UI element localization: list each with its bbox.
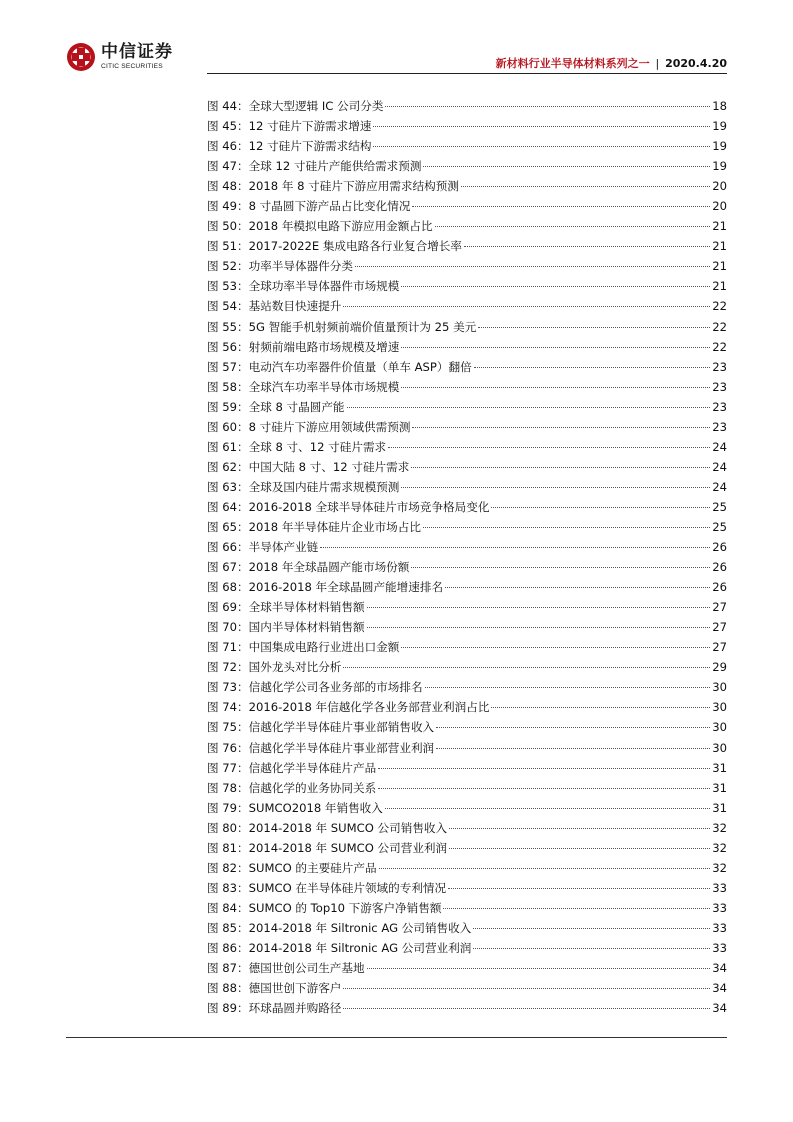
toc-entry-label: 图 53：全球功率半导体器件市场规模 xyxy=(207,279,400,294)
toc-entry-label: 图 57：电动汽车功率器件价值量（单车 ASP）翻倍 xyxy=(207,359,472,374)
toc-entry[interactable] xyxy=(207,337,727,357)
toc-leader-dots xyxy=(378,768,710,769)
toc-leader-dots xyxy=(412,206,710,207)
toc-entry-label: 图 49：8 寸晶圆下游产品占比变化情况 xyxy=(207,199,411,214)
footer-divider xyxy=(66,1037,727,1038)
toc-entry-label: 图 70：国内半导体材料销售额 xyxy=(207,620,365,635)
toc-leader-dots xyxy=(388,447,710,448)
toc-leader-dots xyxy=(367,607,711,608)
toc-entry[interactable] xyxy=(207,577,727,597)
toc-entry-label: 图 55：5G 智能手机射频前端价值量预计为 25 美元 xyxy=(207,319,477,334)
toc-entry-page: 24 xyxy=(712,479,727,494)
header-separator: | xyxy=(655,57,660,70)
toc-entry-label: 图 58：全球汽车功率半导体市场规模 xyxy=(207,379,400,394)
toc-entry-label: 图 56：射频前端电路市场规模及增速 xyxy=(207,339,400,354)
toc-leader-dots xyxy=(449,828,710,829)
toc-entry-page: 23 xyxy=(712,419,727,434)
toc-entry-page: 34 xyxy=(712,981,727,996)
toc-entry-page: 33 xyxy=(712,940,727,955)
toc-leader-dots xyxy=(411,467,710,468)
toc-entry-label: 图 81：2014-2018 年 SUMCO 公司营业利润 xyxy=(207,840,448,855)
toc-leader-dots xyxy=(464,246,710,247)
toc-leader-dots xyxy=(436,748,710,749)
toc-entry-page: 33 xyxy=(712,920,727,935)
toc-entry-label: 图 87：德国世创公司生产基地 xyxy=(207,961,365,976)
toc-entry-page: 34 xyxy=(712,1001,727,1016)
toc-leader-dots xyxy=(355,266,710,267)
toc-entry[interactable] xyxy=(207,517,727,537)
toc-entry[interactable] xyxy=(207,637,727,657)
toc-leader-dots xyxy=(401,347,710,348)
toc-entry-label: 图 82：SUMCO 的主要硅片产品 xyxy=(207,860,377,875)
toc-leader-dots xyxy=(425,687,711,688)
toc-entry-page: 33 xyxy=(712,900,727,915)
toc-leader-dots xyxy=(343,667,710,668)
toc-leader-dots xyxy=(367,968,711,969)
toc-leader-dots xyxy=(474,367,711,368)
toc-entry-label: 图 85：2014-2018 年 Siltronic AG 公司销售收入 xyxy=(207,920,472,935)
toc-entry-label: 图 52：功率半导体器件分类 xyxy=(207,259,353,274)
toc-entry-page: 31 xyxy=(712,760,727,775)
toc-entry[interactable] xyxy=(207,116,727,136)
toc-entry-label: 图 62：中国大陆 8 寸、12 寸硅片需求 xyxy=(207,459,410,474)
toc-entry-page: 33 xyxy=(712,880,727,895)
toc-entry-page: 20 xyxy=(712,199,727,214)
toc-entry-label: 图 66：半导体产业链 xyxy=(207,540,319,555)
toc-leader-dots xyxy=(343,1008,710,1009)
toc-leader-dots xyxy=(401,487,710,488)
toc-entry[interactable] xyxy=(207,96,727,116)
toc-entry[interactable] xyxy=(207,537,727,557)
toc-entry-label: 图 88：德国世创下游客户 xyxy=(207,981,342,996)
toc-leader-dots xyxy=(473,928,710,929)
toc-entry[interactable] xyxy=(207,898,727,918)
toc-leader-dots xyxy=(445,587,710,588)
toc-entry-label: 图 77：信越化学半导体硅片产品 xyxy=(207,760,377,775)
toc-entry[interactable] xyxy=(207,717,727,737)
toc-entry[interactable] xyxy=(207,958,727,978)
toc-entry-page: 22 xyxy=(712,319,727,334)
toc-entry-page: 29 xyxy=(712,660,727,675)
toc-leader-dots xyxy=(443,908,710,909)
toc-leader-dots xyxy=(367,627,711,628)
toc-entry-label: 图 80：2014-2018 年 SUMCO 公司销售收入 xyxy=(207,820,448,835)
toc-entry-page: 31 xyxy=(712,780,727,795)
toc-leader-dots xyxy=(411,567,710,568)
toc-leader-dots xyxy=(379,868,711,869)
toc-leader-dots xyxy=(473,948,710,949)
toc-entry[interactable] xyxy=(207,377,727,397)
toc-entry-label: 图 50：2018 年模拟电路下游应用金额占比 xyxy=(207,219,433,234)
toc-entry-page: 27 xyxy=(712,620,727,635)
toc-entry-page: 22 xyxy=(712,339,727,354)
toc-entry-label: 图 75：信越化学半导体硅片事业部销售收入 xyxy=(207,720,435,735)
toc-entry[interactable] xyxy=(207,738,727,758)
toc-leader-dots xyxy=(491,507,710,508)
toc-entry-page: 32 xyxy=(712,820,727,835)
citic-logo xyxy=(66,40,173,74)
logo-chinese-name: 中信证券 xyxy=(101,41,173,62)
toc-entry[interactable] xyxy=(207,256,727,276)
toc-entry-label: 图 89：环球晶圆并购路径 xyxy=(207,1001,342,1016)
toc-leader-dots xyxy=(373,126,710,127)
toc-entry[interactable] xyxy=(207,918,727,938)
toc-leader-dots xyxy=(378,788,710,789)
toc-entry-page: 23 xyxy=(712,379,727,394)
logo-english-name: CITIC SECURITIES xyxy=(101,62,163,70)
toc-entry[interactable] xyxy=(207,697,727,717)
toc-entry[interactable] xyxy=(207,437,727,457)
toc-entry-label: 图 65：2018 年半导体硅片企业市场占比 xyxy=(207,519,421,534)
toc-entry-label: 图 54：基站数目快速提升 xyxy=(207,299,342,314)
report-header xyxy=(496,55,727,71)
toc-entry[interactable] xyxy=(207,778,727,798)
toc-leader-dots xyxy=(343,306,710,307)
toc-entry-page: 21 xyxy=(712,219,727,234)
toc-entry-page: 21 xyxy=(712,279,727,294)
toc-entry-label: 图 76：信越化学半导体硅片事业部营业利润 xyxy=(207,740,435,755)
toc-leader-dots xyxy=(449,848,710,849)
citic-logo-icon xyxy=(66,42,96,72)
toc-entry-page: 31 xyxy=(712,800,727,815)
toc-entry-label: 图 61：全球 8 寸、12 寸硅片需求 xyxy=(207,439,387,454)
toc-entry-label: 图 44：全球大型逻辑 IC 公司分类 xyxy=(207,99,384,113)
toc-entry-page: 32 xyxy=(712,860,727,875)
toc-entry-label: 图 46：12 寸硅片下游需求结构 xyxy=(207,139,372,154)
toc-entry-page: 20 xyxy=(712,179,727,194)
toc-entry-page: 21 xyxy=(712,259,727,274)
header-divider xyxy=(207,73,727,74)
toc-entry[interactable] xyxy=(207,176,727,196)
toc-entry-page: 30 xyxy=(712,680,727,695)
toc-leader-dots xyxy=(373,146,710,147)
toc-entry-page: 18 xyxy=(712,99,727,113)
toc-leader-dots xyxy=(461,186,710,187)
toc-entry-label: 图 74：2016-2018 年信越化学各业务部营业利润占比 xyxy=(207,700,490,715)
toc-entry[interactable] xyxy=(207,657,727,677)
toc-entry-page: 25 xyxy=(712,519,727,534)
toc-leader-dots xyxy=(436,727,710,728)
toc-entry[interactable] xyxy=(207,838,727,858)
toc-entry-label: 图 78：信越化学的业务协同关系 xyxy=(207,780,377,795)
toc-entry[interactable] xyxy=(207,156,727,176)
toc-entry-label: 图 83：SUMCO 在半导体硅片领域的专利情况 xyxy=(207,880,447,895)
toc-entry[interactable] xyxy=(207,457,727,477)
toc-leader-dots xyxy=(385,808,710,809)
toc-entry-page: 34 xyxy=(712,961,727,976)
toc-leader-dots xyxy=(343,988,710,989)
toc-entry[interactable] xyxy=(207,216,727,236)
toc-entry-page: 30 xyxy=(712,700,727,715)
toc-entry[interactable] xyxy=(207,858,727,878)
toc-entry-page: 19 xyxy=(712,119,727,134)
toc-leader-dots xyxy=(412,427,710,428)
toc-entry-page: 24 xyxy=(712,439,727,454)
toc-leader-dots xyxy=(423,166,710,167)
toc-leader-dots xyxy=(423,527,710,528)
toc-entry[interactable] xyxy=(207,878,727,898)
toc-entry[interactable] xyxy=(207,818,727,838)
report-series-title: 新材料行业半导体材料系列之一 xyxy=(495,57,650,70)
toc-entry[interactable] xyxy=(207,477,727,497)
toc-entry-label: 图 63：全球及国内硅片需求规模预测 xyxy=(207,479,400,494)
toc-entry-label: 图 45：12 寸硅片下游需求增速 xyxy=(207,119,372,134)
toc-entry-label: 图 69：全球半导体材料销售额 xyxy=(207,600,365,615)
toc-entry[interactable] xyxy=(207,597,727,617)
toc-entry-page: 32 xyxy=(712,840,727,855)
toc-entry[interactable] xyxy=(207,417,727,437)
toc-entry-label: 图 59：全球 8 寸晶圆产能 xyxy=(207,399,345,414)
toc-entry-label: 图 73：信越化学公司各业务部的市场排名 xyxy=(207,680,423,695)
toc-entry-label: 图 64：2016-2018 全球半导体硅片市场竞争格局变化 xyxy=(207,499,490,514)
toc-entry-label: 图 48：2018 年 8 寸硅片下游应用需求结构预测 xyxy=(207,179,459,194)
toc-entry-label: 图 86：2014-2018 年 Siltronic AG 公司营业利润 xyxy=(207,940,472,955)
toc-entry[interactable] xyxy=(207,397,727,417)
toc-entry-label: 图 60：8 寸硅片下游应用领域供需预测 xyxy=(207,419,411,434)
report-date: 2020.4.20 xyxy=(665,57,727,70)
toc-entry[interactable] xyxy=(207,798,727,818)
toc-entry-page: 26 xyxy=(712,580,727,595)
toc-leader-dots xyxy=(448,888,710,889)
toc-entry[interactable] xyxy=(207,276,727,296)
toc-entry[interactable] xyxy=(207,617,727,637)
toc-entry[interactable] xyxy=(207,938,727,958)
toc-entry[interactable] xyxy=(207,497,727,517)
toc-entry[interactable] xyxy=(207,978,727,998)
toc-entry[interactable] xyxy=(207,677,727,697)
toc-entry[interactable] xyxy=(207,236,727,256)
toc-entry-label: 图 79：SUMCO2018 年销售收入 xyxy=(207,800,383,815)
toc-entry-page: 27 xyxy=(712,600,727,615)
toc-entry-label: 图 84：SUMCO 的 Top10 下游客户净销售额 xyxy=(207,900,442,915)
toc-leader-dots xyxy=(491,707,710,708)
toc-entry-page: 23 xyxy=(712,359,727,374)
toc-entry-page: 25 xyxy=(712,499,727,514)
toc-entry-label: 图 47：全球 12 寸硅片产能供给需求预测 xyxy=(207,159,422,174)
toc-entry-page: 23 xyxy=(712,399,727,414)
toc-leader-dots xyxy=(401,286,710,287)
toc-entry-page: 27 xyxy=(712,640,727,655)
toc-entry-page: 30 xyxy=(712,720,727,735)
toc-leader-dots xyxy=(435,226,711,227)
toc-leader-dots xyxy=(385,106,710,107)
toc-leader-dots xyxy=(401,647,710,648)
toc-entry[interactable] xyxy=(207,998,727,1018)
toc-entry-label: 图 51：2017-2022E 集成电路各行业复合增长率 xyxy=(207,239,462,254)
toc-entry[interactable] xyxy=(207,758,727,778)
toc-entry[interactable] xyxy=(207,357,727,377)
figure-index-list xyxy=(207,96,727,1018)
toc-entry-page: 22 xyxy=(712,299,727,314)
toc-entry-page: 26 xyxy=(712,540,727,555)
toc-entry-page: 30 xyxy=(712,740,727,755)
toc-leader-dots xyxy=(347,407,711,408)
toc-entry-page: 19 xyxy=(712,159,727,174)
toc-entry[interactable] xyxy=(207,557,727,577)
toc-entry-label: 图 72：国外龙头对比分析 xyxy=(207,660,342,675)
toc-leader-dots xyxy=(478,327,710,328)
toc-entry-page: 26 xyxy=(712,560,727,575)
toc-entry-label: 图 67：2018 年全球晶圆产能市场份额 xyxy=(207,560,410,575)
toc-leader-dots xyxy=(320,547,710,548)
toc-entry-label: 图 71：中国集成电路行业进出口金额 xyxy=(207,640,400,655)
toc-entry[interactable] xyxy=(207,196,727,216)
toc-entry-page: 19 xyxy=(712,139,727,154)
toc-leader-dots xyxy=(401,387,710,388)
toc-entry-page: 21 xyxy=(712,239,727,254)
toc-entry[interactable] xyxy=(207,317,727,337)
toc-entry-label: 图 68：2016-2018 年全球晶圆产能增速排名 xyxy=(207,580,444,595)
toc-entry[interactable] xyxy=(207,136,727,156)
toc-entry-page: 24 xyxy=(712,459,727,474)
toc-entry[interactable] xyxy=(207,296,727,316)
